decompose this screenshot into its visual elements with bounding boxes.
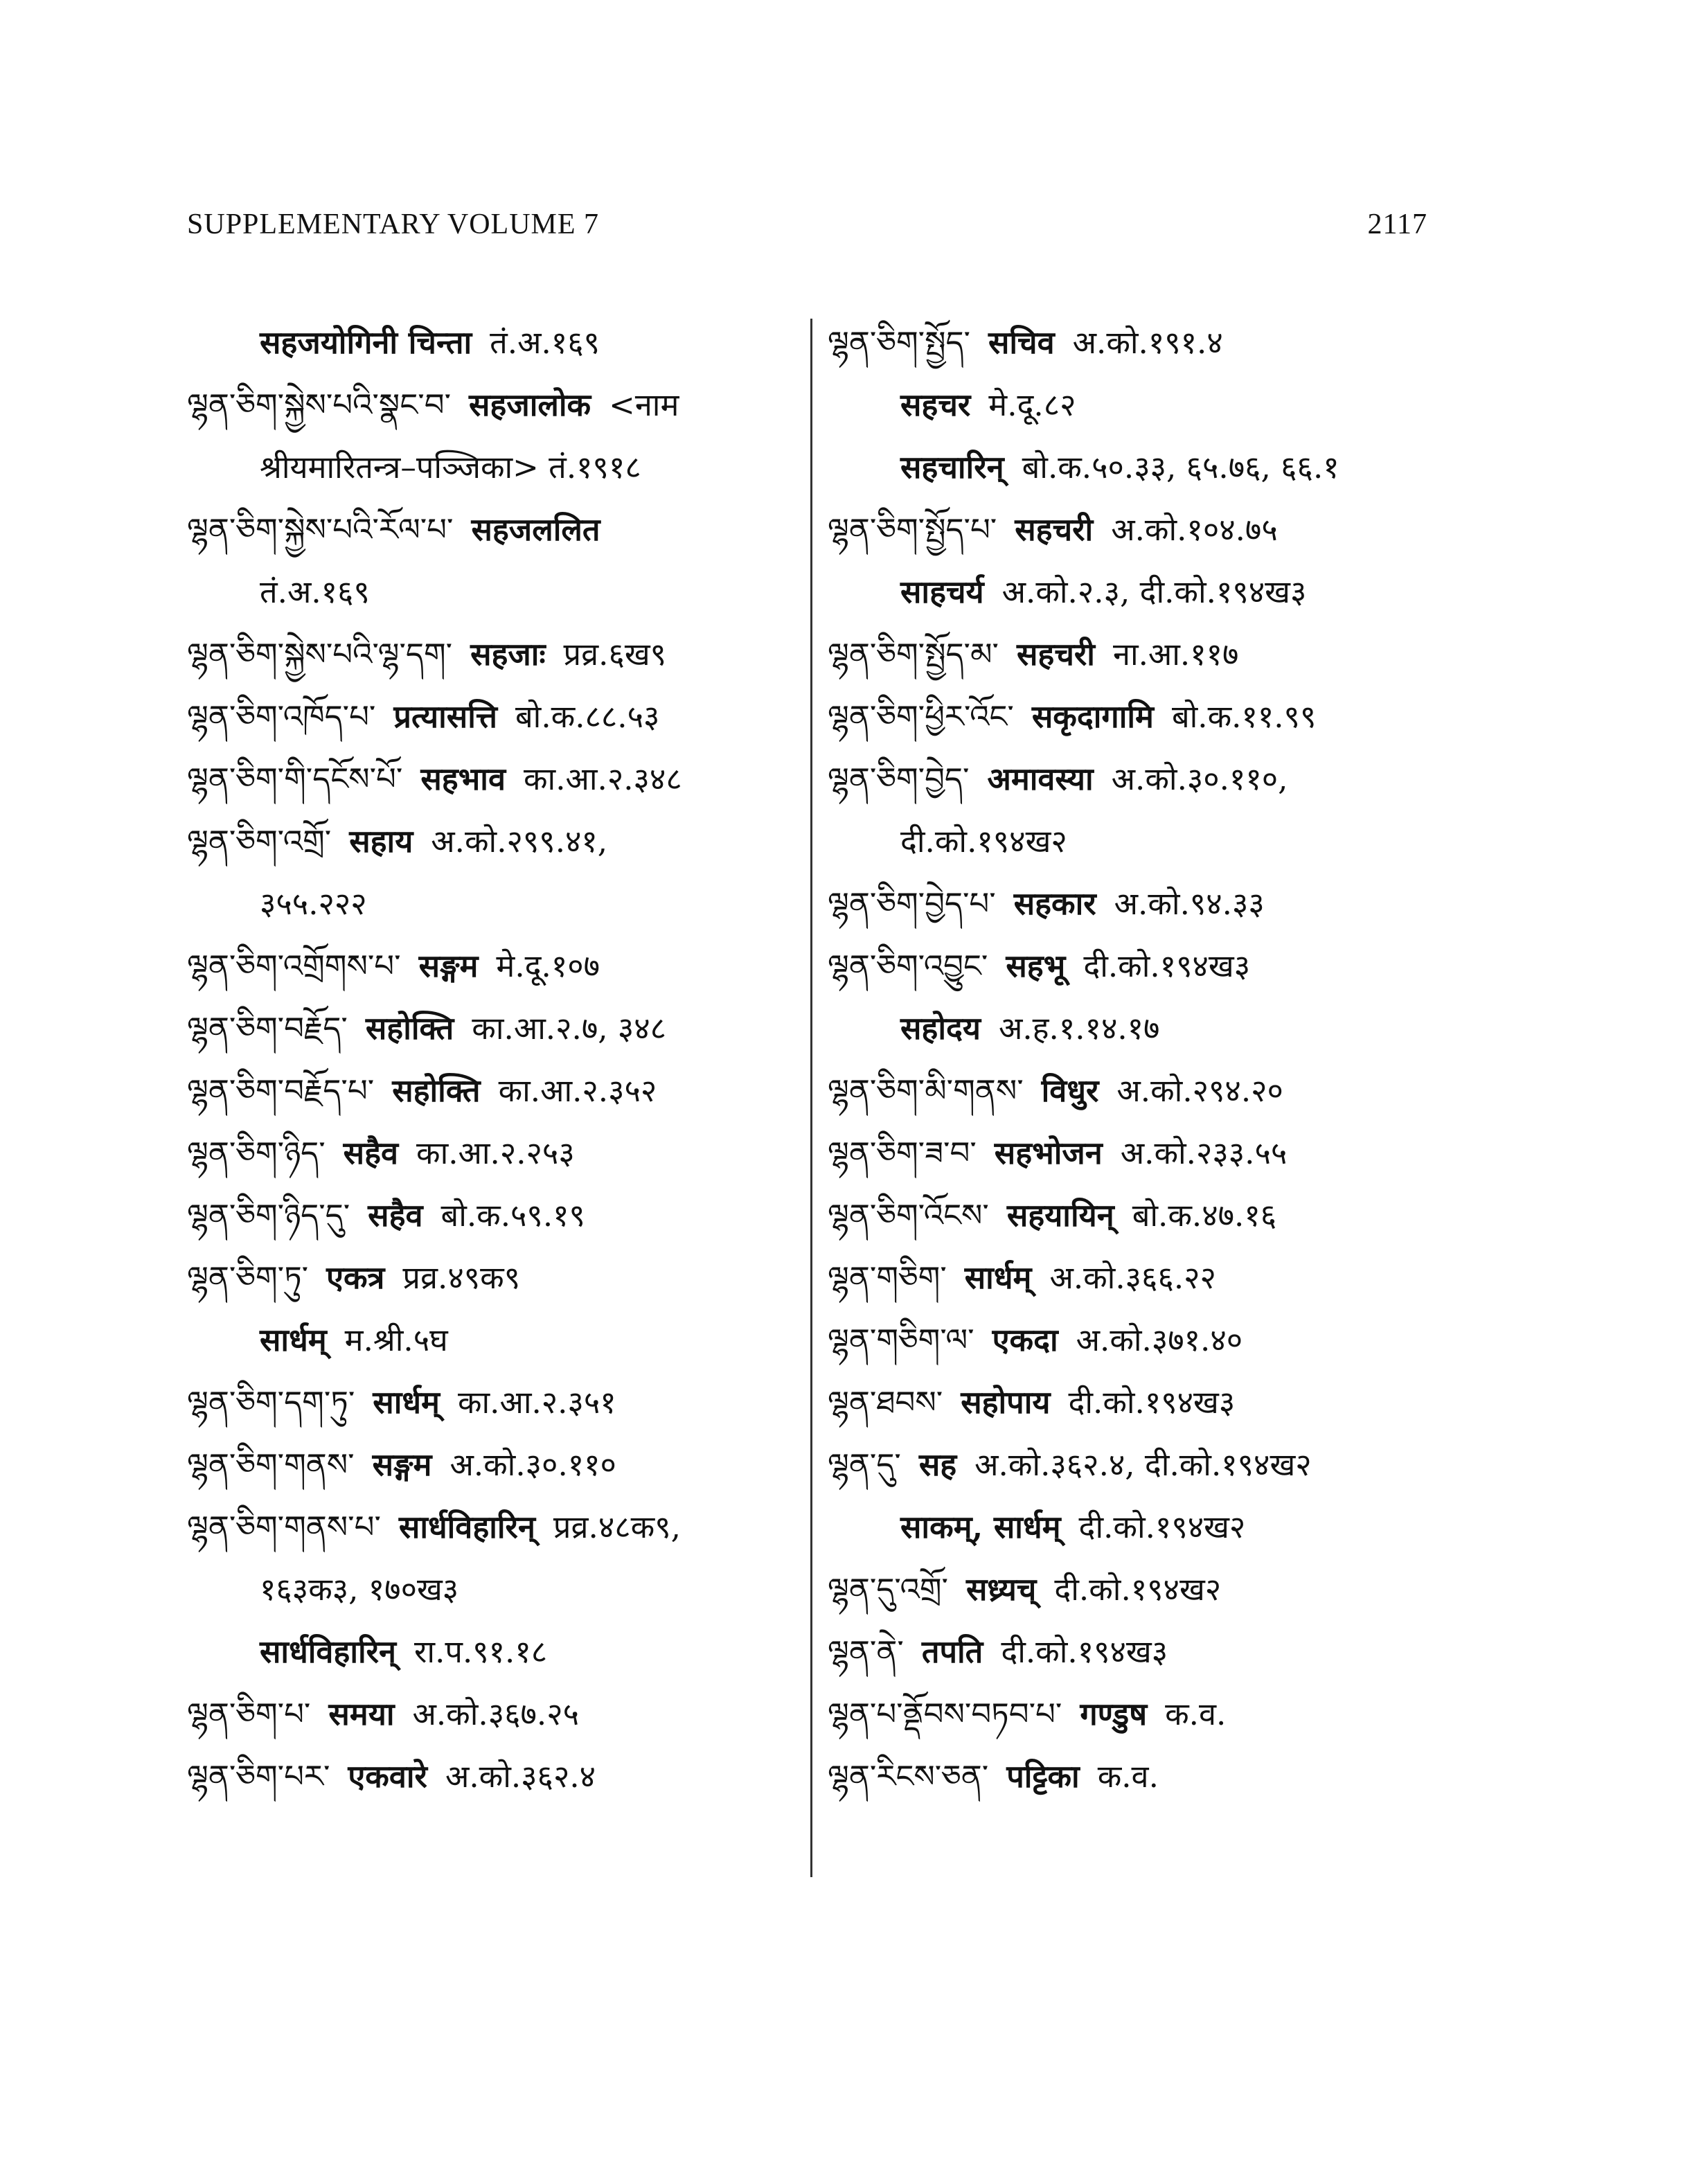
tibetan-headword: ལྷན་ཅིག་འཁོད་པ་ bbox=[187, 698, 376, 735]
reference: अ.को.३६२.४, दी.को.१९४ख२ bbox=[974, 1446, 1312, 1483]
reference: अ.को.३६७.२५ bbox=[412, 1696, 579, 1732]
reference: प्रव्र.४८क९, bbox=[553, 1509, 681, 1545]
tibetan-headword: ལྷན་ཅིག་བྱེད་པ་ bbox=[828, 885, 996, 922]
dictionary-entry bbox=[828, 686, 1437, 748]
reference: क.व. bbox=[1097, 1758, 1159, 1795]
reference: तं.अ.१६९ bbox=[490, 324, 600, 361]
reference: का.आ.२.३५२ bbox=[498, 1072, 657, 1109]
dictionary-entry bbox=[828, 623, 1437, 686]
reference: बो.क.८८.५३ bbox=[515, 698, 660, 735]
tibetan-headword: ལྷན་དུ་ bbox=[828, 1446, 901, 1483]
reference: <नाम bbox=[609, 387, 679, 423]
sanskrit-term: सार्धम् bbox=[373, 1384, 440, 1421]
dictionary-entry bbox=[828, 1309, 1437, 1371]
dictionary-entry bbox=[828, 1621, 1437, 1683]
reference: म.श्री.५घ bbox=[344, 1322, 448, 1358]
tibetan-headword: ལྷན་ཐབས་ bbox=[828, 1384, 943, 1421]
tibetan-headword: ལྷན་ཅིག་སྤྱོད་ bbox=[828, 324, 970, 361]
reference: प्रव्र.४९क९ bbox=[402, 1259, 521, 1296]
dictionary-entry bbox=[187, 1309, 796, 1371]
sanskrit-term: साकम्, सार्धम् bbox=[900, 1509, 1061, 1545]
sanskrit-term: अमावस्या bbox=[987, 761, 1094, 797]
dictionary-entry bbox=[187, 561, 796, 623]
reference: अ.को.९४.३३ bbox=[1114, 885, 1265, 922]
dictionary-entry bbox=[828, 499, 1437, 561]
reference: अ.को.१९१.४ bbox=[1072, 324, 1223, 361]
dictionary-entry bbox=[187, 810, 796, 873]
sanskrit-term: सह bbox=[918, 1446, 957, 1483]
tibetan-headword: ལྷན་ཅིག་བརྗོད་ bbox=[187, 1010, 348, 1047]
sanskrit-term: सङ्गम bbox=[418, 948, 479, 984]
dictionary-entry bbox=[187, 1496, 796, 1559]
sanskrit-term: सार्धविहारिन् bbox=[260, 1633, 397, 1670]
tibetan-headword: ལྷན་ཅིག་ཉིད་དུ་ bbox=[187, 1197, 350, 1234]
tibetan-headword: ལྷན་པ་ནྡོབས་བཏབ་པ་ bbox=[828, 1696, 1062, 1732]
sanskrit-term: साहचर्य bbox=[900, 574, 984, 610]
reference: अ.को.२३३.५५ bbox=[1120, 1135, 1288, 1171]
dictionary-entry bbox=[828, 436, 1437, 499]
sanskrit-term: सहोदय bbox=[900, 1010, 981, 1047]
tibetan-headword: ལྷན་ཅིག་དག་ཏུ་ bbox=[187, 1384, 355, 1421]
dictionary-entry bbox=[828, 561, 1437, 623]
reference: बो.क.४७.१६ bbox=[1132, 1197, 1277, 1234]
reference: अ.को.२९४.२० bbox=[1116, 1072, 1283, 1109]
reference: अ.को.१०४.७५ bbox=[1111, 511, 1278, 548]
reference: अ.को.३०.११०, bbox=[1111, 761, 1288, 797]
tibetan-headword: ལྷན་ཅིག་མི་གནས་ bbox=[828, 1072, 1024, 1109]
reference: प्रव्र.६ख९ bbox=[563, 636, 667, 673]
right-column bbox=[828, 312, 1437, 1808]
sanskrit-term: सहजललित bbox=[471, 511, 600, 548]
reference: अ.को.२.३, दी.को.१९४ख३ bbox=[1001, 574, 1307, 610]
reference: का.आ.२.३५१ bbox=[457, 1384, 616, 1421]
sanskrit-term: सहैव bbox=[368, 1197, 423, 1234]
sanskrit-term: सार्धम् bbox=[964, 1259, 1032, 1296]
tibetan-headword: ལྷན་ཅིག་སྐྱེས་པའི་ལྷ་དག་ bbox=[187, 636, 453, 673]
dictionary-entry bbox=[187, 935, 796, 997]
sanskrit-term: सहभाव bbox=[420, 761, 506, 797]
sanskrit-term: सार्धविहारिन् bbox=[398, 1509, 535, 1545]
sanskrit-term: एकदा bbox=[992, 1322, 1058, 1358]
tibetan-headword: ལྷན་དུ་འགྲོ་ bbox=[828, 1571, 948, 1608]
reference: दी.को.१९४ख३ bbox=[1083, 948, 1251, 984]
reference: अ.को.३०.११० bbox=[449, 1446, 616, 1483]
dictionary-entry bbox=[187, 436, 796, 499]
running-title: SUPPLEMENTARY VOLUME 7 bbox=[187, 208, 600, 240]
dictionary-entry bbox=[187, 1434, 796, 1496]
tibetan-headword: ལྷན་ཅིག་པ་ bbox=[187, 1696, 311, 1732]
reference: दी.को.१९४ख३ bbox=[1068, 1384, 1236, 1421]
sanskrit-term: सहजयोगिनी चिन्ता bbox=[260, 324, 472, 361]
dictionary-entry bbox=[187, 1683, 796, 1746]
tibetan-headword: ལྷན་ཅིག་སྤྱོད་མ་ bbox=[828, 636, 999, 673]
reference: का.आ.२.२५३ bbox=[416, 1135, 575, 1171]
page-number: 2117 bbox=[1367, 208, 1427, 240]
sanskrit-term: सहोक्ति bbox=[365, 1010, 454, 1047]
tibetan-headword: ལྷན་ཅིག་ཉིད་ bbox=[187, 1135, 326, 1171]
dictionary-entry bbox=[187, 1746, 796, 1808]
sanskrit-term: एकवारे bbox=[348, 1758, 427, 1795]
sanskrit-term: सकृदागामि bbox=[1031, 698, 1154, 735]
tibetan-headword: ལྷན་ཅིག་གནས་ bbox=[187, 1446, 355, 1483]
sanskrit-term: सहचर bbox=[900, 387, 971, 423]
sanskrit-term: सहभोजन bbox=[994, 1135, 1103, 1171]
reference: अ.को.३७१.४० bbox=[1076, 1322, 1243, 1358]
sanskrit-term: सहोपाय bbox=[961, 1384, 1051, 1421]
dictionary-entry bbox=[828, 374, 1437, 436]
dictionary-columns bbox=[187, 312, 1434, 1905]
reference: का.आ.२.३४८ bbox=[524, 761, 682, 797]
sanskrit-term: सहैव bbox=[343, 1135, 399, 1171]
dictionary-entry bbox=[828, 1434, 1437, 1496]
dictionary-entry bbox=[187, 499, 796, 561]
reference: ना.आ.११७ bbox=[1112, 636, 1239, 673]
sanskrit-term: सचिव bbox=[988, 324, 1055, 361]
reference: अ.को.२९९.४१, bbox=[431, 823, 608, 860]
dictionary-entry bbox=[187, 1184, 796, 1247]
sanskrit-term: सङ्गम bbox=[372, 1446, 432, 1483]
sanskrit-term: सहचरी bbox=[1015, 511, 1094, 548]
reference: अ.ह.१.१४.१७ bbox=[998, 1010, 1160, 1047]
dictionary-entry bbox=[828, 1496, 1437, 1559]
tibetan-headword: ལྷན་གཅིག་ལ་ bbox=[828, 1322, 974, 1358]
sanskrit-term: सहचरी bbox=[1017, 636, 1095, 673]
reference: दी.को.१९४ख२ bbox=[900, 823, 1067, 860]
dictionary-entry bbox=[828, 1122, 1437, 1184]
tibetan-headword: ལྷན་རིངས་ཅན་ bbox=[828, 1758, 989, 1795]
reference: का.आ.२.७, ३४८ bbox=[472, 1010, 667, 1047]
reference: अ.को.३६२.४ bbox=[445, 1758, 596, 1795]
tibetan-headword: ལྷན་ཅིག་གནས་པ་ bbox=[187, 1509, 381, 1545]
dictionary-entry bbox=[187, 997, 796, 1060]
tibetan-headword: ལྷན་ཅིག་ཏུ་ bbox=[187, 1259, 309, 1296]
sanskrit-term: सहकार bbox=[1013, 885, 1096, 922]
sanskrit-term: सहजाः bbox=[470, 636, 546, 673]
reference: रा.प.९१.१८ bbox=[414, 1633, 548, 1670]
reference: ३५५.२२२ bbox=[260, 885, 367, 922]
reference: मे.दू.१०७ bbox=[496, 948, 600, 984]
dictionary-entry bbox=[187, 1371, 796, 1434]
dictionary-entry bbox=[828, 1746, 1437, 1808]
dictionary-entry bbox=[828, 1559, 1437, 1621]
dictionary-entry bbox=[828, 1184, 1437, 1247]
sanskrit-term: पट्टिका bbox=[1006, 1758, 1080, 1795]
tibetan-headword: ལྷན་ཅིག་འགྲོ་ bbox=[187, 823, 332, 860]
dictionary-entry bbox=[187, 1122, 796, 1184]
tibetan-headword: ལྷན་ཅིག་སྐྱེས་པའི་སྣང་བ་ bbox=[187, 387, 452, 423]
sanskrit-term: एकत्र bbox=[326, 1259, 385, 1296]
sanskrit-term: समया bbox=[328, 1696, 395, 1732]
page-header bbox=[187, 208, 1427, 241]
tibetan-headword: ལྷན་ཅིག་བརྗོད་པ་ bbox=[187, 1072, 375, 1109]
sanskrit-term: सहाय bbox=[349, 823, 413, 860]
tibetan-headword: ལྷན་ཅིག་འབྱུང་ bbox=[828, 948, 988, 984]
tibetan-headword: ལྷན་ཅིག་གི་དངོས་པོ་ bbox=[187, 761, 403, 797]
tibetan-headword: ལྷན་ཅིག་པར་ bbox=[187, 1758, 330, 1795]
tibetan-headword: ལྷན་ཅིག་བྱེད་ bbox=[828, 761, 970, 797]
dictionary-entry bbox=[828, 935, 1437, 997]
sanskrit-term: विधुर bbox=[1041, 1072, 1099, 1109]
dictionary-entry bbox=[187, 686, 796, 748]
dictionary-entry bbox=[187, 1621, 796, 1683]
sanskrit-term: सहजालोक bbox=[469, 387, 591, 423]
sanskrit-term: सहोक्ति bbox=[392, 1072, 481, 1109]
tibetan-headword: ལྷན་ཅིག་འགྲོགས་པ་ bbox=[187, 948, 401, 984]
dictionary-entry bbox=[187, 1060, 796, 1122]
tibetan-headword: ལྷན་ཅིག་འོངས་ bbox=[828, 1197, 989, 1234]
dictionary-entry bbox=[828, 873, 1437, 935]
reference: तं.अ.१६९ bbox=[260, 574, 370, 610]
tibetan-headword: ལྷན་གཅིག་ bbox=[828, 1259, 947, 1296]
dictionary-entry bbox=[187, 623, 796, 686]
reference: श्रीयमारितन्त्र–पञ्जिका> तं.१९१८ bbox=[260, 449, 641, 486]
sanskrit-term: तपति bbox=[921, 1633, 983, 1670]
dictionary-entry bbox=[187, 312, 796, 374]
tibetan-headword: ལྷན་ཅིག་ཕྱིར་འོང་ bbox=[828, 698, 1014, 735]
left-column bbox=[187, 312, 796, 1808]
tibetan-headword: ལྷན་ཅིག་སྐྱེས་པའི་རོལ་པ་ bbox=[187, 511, 454, 548]
reference: दी.को.१९४ख२ bbox=[1078, 1509, 1246, 1545]
dictionary-entry bbox=[187, 748, 796, 810]
sanskrit-term: सार्धम् bbox=[260, 1322, 327, 1358]
tibetan-headword: ལྷན་ཅིག་སྤྱོད་པ་ bbox=[828, 511, 997, 548]
sanskrit-term: सहभू bbox=[1006, 948, 1066, 984]
dictionary-entry bbox=[828, 748, 1437, 810]
sanskrit-term: गण्डुष bbox=[1080, 1696, 1148, 1732]
reference: १६३क३, १७०ख३ bbox=[260, 1571, 459, 1608]
reference: बो.क.५९.१९ bbox=[440, 1197, 585, 1234]
sanskrit-term: सहयायिन् bbox=[1006, 1197, 1114, 1234]
dictionary-entry bbox=[828, 312, 1437, 374]
dictionary-entry bbox=[187, 873, 796, 935]
tibetan-headword: ལྷན་ཅིག་ཟ་བ་ bbox=[828, 1135, 977, 1171]
dictionary-entry bbox=[828, 810, 1437, 873]
dictionary-entry bbox=[828, 1683, 1437, 1746]
dictionary-entry bbox=[828, 997, 1437, 1060]
dictionary-entry bbox=[187, 1247, 796, 1309]
dictionary-entry bbox=[187, 374, 796, 436]
tibetan-headword: ལྷན་ནེ་ bbox=[828, 1633, 904, 1670]
sanskrit-term: सध्र्यच् bbox=[965, 1571, 1037, 1608]
sanskrit-term: प्रत्यासत्ति bbox=[393, 698, 497, 735]
dictionary-entry bbox=[187, 1559, 796, 1621]
reference: क.व. bbox=[1165, 1696, 1227, 1732]
reference: बो.क.५०.३३, ६५.७६, ६६.१ bbox=[1022, 449, 1339, 486]
sanskrit-term: सहचारिन् bbox=[900, 449, 1004, 486]
dictionary-entry bbox=[828, 1060, 1437, 1122]
dictionary-entry bbox=[828, 1371, 1437, 1434]
reference: अ.को.३६६.२२ bbox=[1049, 1259, 1216, 1296]
reference: बो.क.११.९९ bbox=[1171, 698, 1317, 735]
reference: दी.को.१९४ख२ bbox=[1054, 1571, 1222, 1608]
reference: दी.को.१९४ख३ bbox=[1001, 1633, 1168, 1670]
dictionary-entry bbox=[828, 1247, 1437, 1309]
reference: मे.दू.८२ bbox=[988, 387, 1076, 423]
